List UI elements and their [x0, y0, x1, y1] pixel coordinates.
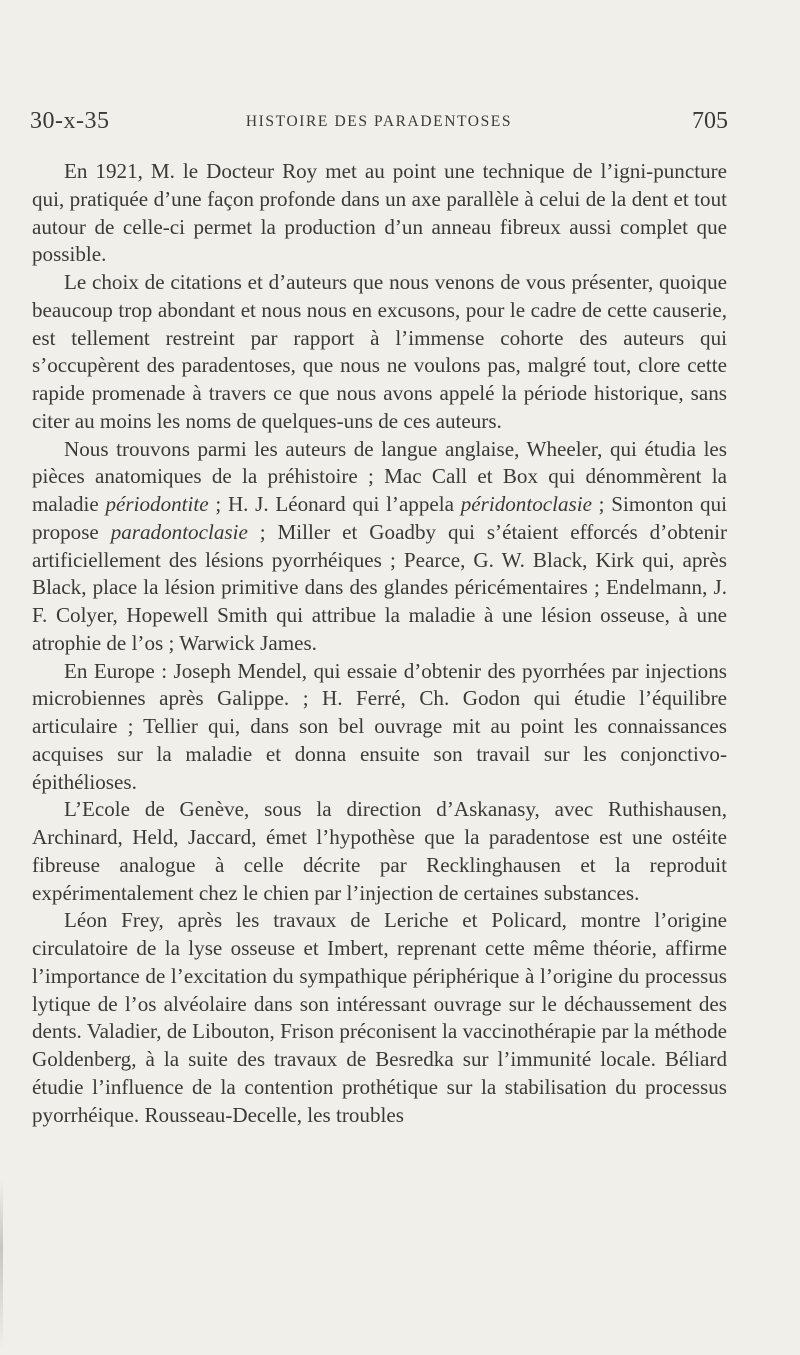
term-paradontoclasie: paradontoclasie [110, 519, 248, 544]
page-edge-shadow [0, 1180, 3, 1350]
paragraph-text: ; H. J. Léonard qui l’appela [208, 492, 461, 516]
running-head [30, 108, 728, 138]
term-peridontoclasie: péridontoclasie [460, 492, 592, 516]
paragraph-text: Léon Frey, après les travaux de Leriche et Policard, montre l’origine circulatoire de la lyse osseuse et Imbert, reprenant cette même théorie, affirme l’importance de l’excitation du sympathique périphérique à l’origine du processus lytique de l’os alvéolaire dans son intéressant ouvrage sur le déchaussement des dents. Valadier, de Libouton, Frison préconisent la vaccinothérapie par la méthode Goldenberg, à la suite des travaux de Besredka sur l’immunité locale. Béliard étudie l’influence de la contention prothétique sur la stabilisation du processus pyorrhéique. Rousseau-Decelle, les troubles [32, 908, 727, 1127]
paragraph-europe [32, 658, 727, 797]
paragraph-text: ; Simonton qui propose [32, 492, 727, 544]
paragraph-text: ; Miller et Goadby qui s’étaient efforcés d’obtenir artificiellement des lésions pyorrhéiques ; Pearce, G. W. Black, Kirk qui, après Black, place la lésion primitive dans des glandes péricémentaires ; Endelmann, J. F. Colyer, Hopewell Smith qui attribue la maladie à une lésion osseuse, à une atrophie de l’os ; Warwick James. [32, 519, 727, 655]
paragraph-citations [32, 269, 727, 436]
term-periodontite: périodontite [105, 492, 209, 516]
paragraph-geneva-school [32, 796, 727, 907]
paragraph-text: L’Ecole de Genève, sous la direction d’Askanasy, avec Ruthishausen, Archinard, Held, Jaccard, émet l’hypothèse que la paradentose est une ostéite fibreuse analogue à celle décrite par Recklinghausen et la reproduit expérimentalement chez le chien par l’injection de certaines substances. [32, 797, 727, 905]
body-text [32, 158, 727, 1129]
paragraph-leon-frey [32, 907, 727, 1129]
paragraph-text: En Europe : Joseph Mendel, qui essaie d’obtenir des pyorrhées par injections microbiennes après Galippe. ; H. Ferré, Ch. Godon qui étudie l’équilibre articulaire ; Tellier qui, dans son bel ouvrage mit au point les connaissances acquises sur la maladie et donna ensuite son travail sur les conjonctivo-épithélioses. [32, 658, 727, 794]
paragraph-english-authors [32, 436, 727, 658]
paragraph-text: Le choix de citations et d’auteurs que nous venons de vous présenter, quoique beaucoup trop abondant et nous nous en excusons, pour le cadre de cette causerie, est tellement restreint par rapport à l’immense cohorte des auteurs qui s’occupèrent des paradentoses, que nous ne voulons pas, malgré tout, clore cette rapide promenade à travers ce que nous avons appelé la période historique, sans citer au moins les noms de quelques-uns de ces auteurs. [32, 270, 727, 433]
paragraph-ignipuncture [32, 158, 727, 269]
header-date: 30-x-35 [30, 108, 110, 134]
paragraph-text: En 1921, M. le Docteur Roy met au point une technique de l’igni-puncture qui, pratiquée d’une façon profonde dans un axe parallèle à celui de la dent et tout autour de celle-ci permet la production d’un anneau fibreux aussi complet que possible. [32, 159, 727, 267]
page-number: 705 [692, 108, 728, 134]
paragraph-text: Nous trouvons parmi les auteurs de langue anglaise, Wheeler, qui étudia les pièces anatomiques de la préhistoire ; Mac Call et Box qui dénommèrent la maladie [32, 436, 727, 516]
header-title: HISTOIRE DES PARADENTOSES [245, 113, 513, 130]
